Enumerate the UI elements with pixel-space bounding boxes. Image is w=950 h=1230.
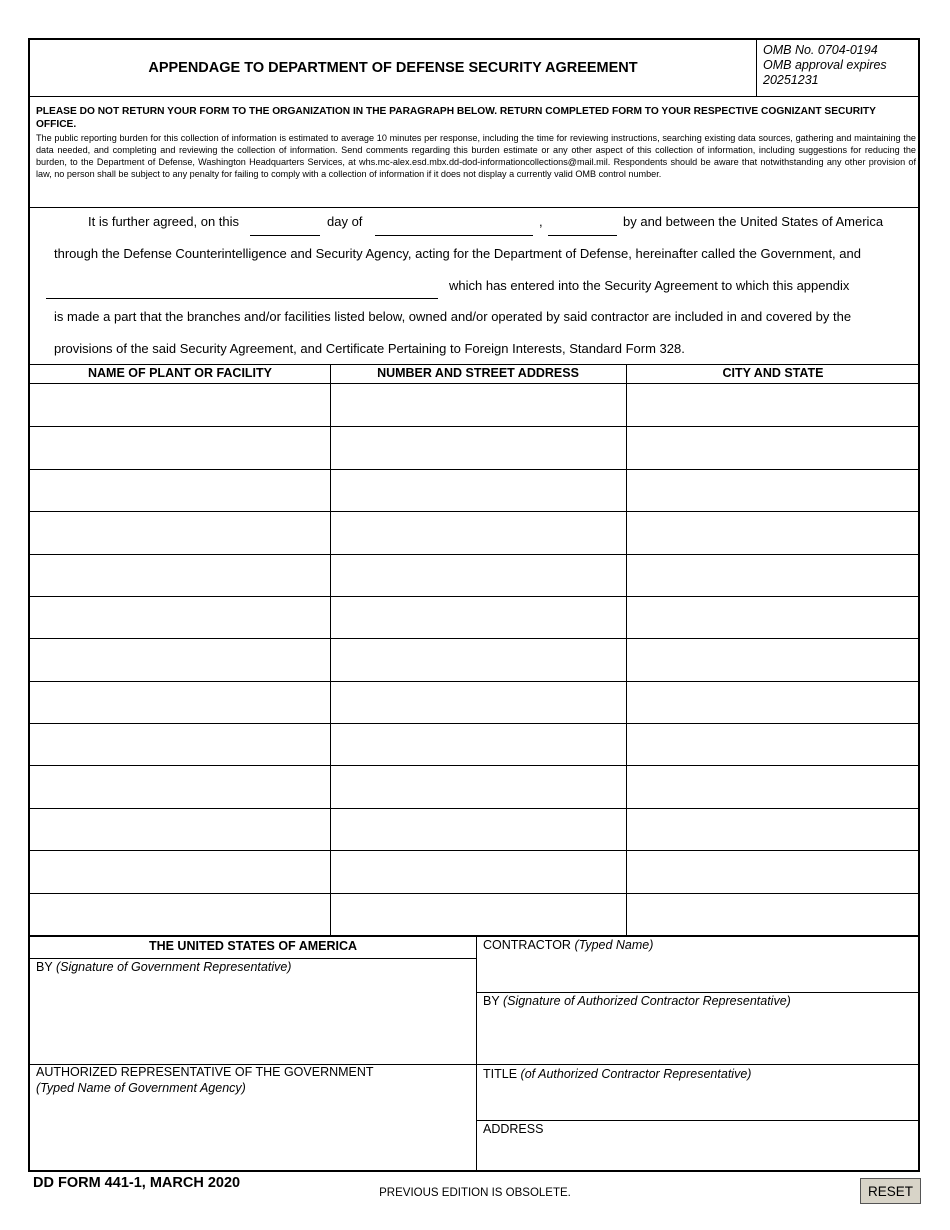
con-title-note: (of Authorized Contractor Representative) bbox=[520, 1067, 752, 1081]
city-state-cell[interactable] bbox=[630, 513, 916, 551]
street-address-cell[interactable] bbox=[334, 556, 622, 594]
street-address-cell[interactable] bbox=[334, 386, 622, 424]
con-by-note: (Signature of Authorized Contractor Representative) bbox=[502, 994, 791, 1008]
gov-by-text: BY bbox=[36, 960, 53, 974]
city-state-cell[interactable] bbox=[630, 556, 916, 594]
contractor-text: CONTRACTOR bbox=[483, 938, 571, 952]
reset-button[interactable]: RESET bbox=[860, 1178, 921, 1204]
facility-name-cell[interactable] bbox=[34, 513, 326, 551]
city-state-cell[interactable] bbox=[630, 428, 916, 466]
omb-info bbox=[763, 43, 887, 88]
agree-text-1d: by and between the United States of America bbox=[623, 214, 884, 229]
row-divider bbox=[30, 511, 920, 512]
signature-divider bbox=[476, 936, 477, 1172]
street-address-cell[interactable] bbox=[334, 683, 622, 721]
city-state-cell[interactable] bbox=[630, 767, 916, 805]
row-divider bbox=[30, 596, 920, 597]
gov-rep-note-text: (Typed Name of Government Agency) bbox=[36, 1081, 246, 1095]
agree-text-3: which has entered into the Security Agreement to which this appendix bbox=[449, 278, 850, 293]
city-state-cell[interactable] bbox=[630, 725, 916, 763]
row-divider bbox=[30, 681, 920, 682]
privacy-notice bbox=[36, 106, 916, 180]
city-state-cell[interactable] bbox=[630, 852, 916, 890]
city-state-cell[interactable] bbox=[630, 640, 916, 678]
facility-name-cell[interactable] bbox=[34, 725, 326, 763]
notice-body-text: The public reporting burden for this collection of information is estimated to average 10 minutes per response, including the time for reviewing instructions, searching existing data sources, gathering and maintaining the data needed, and completing and reviewing the collection of information. Send comments regarding this burden estimate or any other aspect of this collection of information, including suggestions for reducing the burden, to the Department of Defense, Washington Headquarters Services, at whs.mc-alex.esd.mbx.dd-dod-informationcollections@mail.mil. Respondents should be aware that notwithstanding any other provision of law, no person shall be subject to any penalty for failing to comply with a collection of information if it does not display a currently valid OMB control number. bbox=[36, 133, 916, 179]
form-identifier: DD FORM 441-1, MARCH 2020 bbox=[33, 1175, 241, 1191]
city-state-cell[interactable] bbox=[630, 810, 916, 848]
table-col-divider-1 bbox=[330, 364, 331, 936]
omb-number: OMB No. 0704-0194 bbox=[763, 43, 878, 57]
facility-name-cell[interactable] bbox=[34, 386, 326, 424]
row-divider bbox=[30, 893, 920, 894]
street-address-cell[interactable] bbox=[334, 810, 622, 848]
city-state-cell[interactable] bbox=[630, 895, 916, 933]
contractor-name-field[interactable] bbox=[46, 278, 438, 296]
contractor-title-rule bbox=[476, 1120, 920, 1121]
street-address-cell[interactable] bbox=[334, 640, 622, 678]
street-address-cell[interactable] bbox=[334, 598, 622, 636]
facility-name-cell[interactable] bbox=[34, 428, 326, 466]
facility-name-cell[interactable] bbox=[34, 895, 326, 933]
facility-name-cell[interactable] bbox=[34, 683, 326, 721]
con-by-text: BY bbox=[483, 994, 500, 1008]
row-divider bbox=[30, 808, 920, 809]
agree-text-1c: , bbox=[539, 214, 543, 229]
contractor-signature-rule bbox=[476, 1064, 920, 1065]
contractor-typed-name-field[interactable] bbox=[483, 956, 913, 988]
omb-date: 20251231 bbox=[763, 73, 819, 87]
day-underline bbox=[250, 235, 320, 236]
contractor-note: (Typed Name) bbox=[574, 938, 654, 952]
street-address-cell[interactable] bbox=[334, 895, 622, 933]
month-underline bbox=[375, 235, 533, 236]
agree-text-5: provisions of the said Security Agreement, and Certificate Pertaining to Foreign Interests, Standard Form 328. bbox=[54, 341, 685, 356]
facility-name-cell[interactable] bbox=[34, 598, 326, 636]
con-title-text: TITLE bbox=[483, 1067, 518, 1081]
column-header-city: CITY AND STATE bbox=[722, 366, 824, 380]
street-address-cell[interactable] bbox=[334, 428, 622, 466]
form-container bbox=[28, 38, 920, 1172]
facility-name-cell[interactable] bbox=[34, 852, 326, 890]
row-divider bbox=[30, 469, 920, 470]
gov-signature-field[interactable] bbox=[36, 978, 466, 1060]
contractor-address-field[interactable] bbox=[483, 1139, 913, 1167]
header-rule bbox=[30, 96, 920, 97]
gov-signature-label bbox=[36, 960, 291, 974]
agreement-rule bbox=[30, 364, 920, 365]
year-underline bbox=[548, 235, 617, 236]
gov-agency-field[interactable] bbox=[36, 1100, 466, 1166]
gov-by-note: (Signature of Government Representative) bbox=[55, 960, 292, 974]
notice-rule bbox=[30, 207, 920, 208]
contractor-rule bbox=[476, 992, 920, 993]
street-address-cell[interactable] bbox=[334, 852, 622, 890]
form-title: APPENDAGE TO DEPARTMENT OF DEFENSE SECURITY AGREEMENT bbox=[148, 60, 638, 76]
row-divider bbox=[30, 554, 920, 555]
column-header-name: NAME OF PLANT OR FACILITY bbox=[87, 366, 273, 380]
row-divider bbox=[30, 426, 920, 427]
row-divider bbox=[30, 638, 920, 639]
gov-rep-note bbox=[36, 1081, 246, 1095]
column-header-address: NUMBER AND STREET ADDRESS bbox=[377, 366, 579, 380]
agree-text-1a: It is further agreed, on this bbox=[88, 214, 240, 229]
agree-text-2: through the Defense Counterintelligence and Security Agency, acting for the Department of Defense, hereinafter called the Government, and bbox=[54, 246, 861, 261]
agree-text-4: is made a part that the branches and/or facilities listed below, owned and/or operated by said contractor are included in and covered by the bbox=[54, 309, 852, 324]
facility-name-cell[interactable] bbox=[34, 810, 326, 848]
row-divider bbox=[30, 850, 920, 851]
contractor-underline bbox=[46, 298, 438, 299]
header-divider bbox=[756, 40, 757, 96]
day-field[interactable] bbox=[250, 213, 320, 231]
usa-heading-rule bbox=[30, 958, 476, 959]
street-address-cell[interactable] bbox=[334, 471, 622, 509]
edition-notice: PREVIOUS EDITION IS OBSOLETE. bbox=[379, 1187, 571, 1199]
city-state-cell[interactable] bbox=[630, 386, 916, 424]
facility-name-cell[interactable] bbox=[34, 640, 326, 678]
notice-bold-text: PLEASE DO NOT RETURN YOUR FORM TO THE ORGANIZATION IN THE PARAGRAPH BELOW. RETURN COMPLETED FORM TO YOUR RESPECTIVE COGNIZANT SECURITY OFFICE. bbox=[36, 106, 876, 130]
contractor-signature-label bbox=[483, 994, 791, 1008]
year-field[interactable] bbox=[548, 213, 617, 231]
contractor-label bbox=[483, 938, 653, 952]
contractor-signature-field[interactable] bbox=[483, 1012, 913, 1060]
city-state-cell[interactable] bbox=[630, 471, 916, 509]
contractor-title-field[interactable] bbox=[483, 1085, 913, 1115]
city-state-cell[interactable] bbox=[630, 683, 916, 721]
table-col-divider-2 bbox=[626, 364, 627, 936]
table-bottom-rule bbox=[30, 935, 920, 937]
street-address-cell[interactable] bbox=[334, 725, 622, 763]
omb-expires: OMB approval expires bbox=[763, 58, 887, 72]
facility-name-cell[interactable] bbox=[34, 471, 326, 509]
street-address-cell[interactable] bbox=[334, 513, 622, 551]
usa-heading: THE UNITED STATES OF AMERICA bbox=[148, 939, 358, 953]
agree-text-1b: day of bbox=[327, 214, 363, 229]
street-address-cell[interactable] bbox=[334, 767, 622, 805]
row-divider bbox=[30, 765, 920, 766]
contractor-address-label: ADDRESS bbox=[483, 1122, 544, 1136]
gov-rep-label: AUTHORIZED REPRESENTATIVE OF THE GOVERNMENT bbox=[36, 1065, 374, 1079]
city-state-cell[interactable] bbox=[630, 598, 916, 636]
facility-name-cell[interactable] bbox=[34, 556, 326, 594]
row-divider bbox=[30, 723, 920, 724]
month-field[interactable] bbox=[375, 213, 533, 231]
contractor-title-label bbox=[483, 1067, 751, 1081]
facility-name-cell[interactable] bbox=[34, 767, 326, 805]
table-header-rule bbox=[30, 383, 920, 384]
